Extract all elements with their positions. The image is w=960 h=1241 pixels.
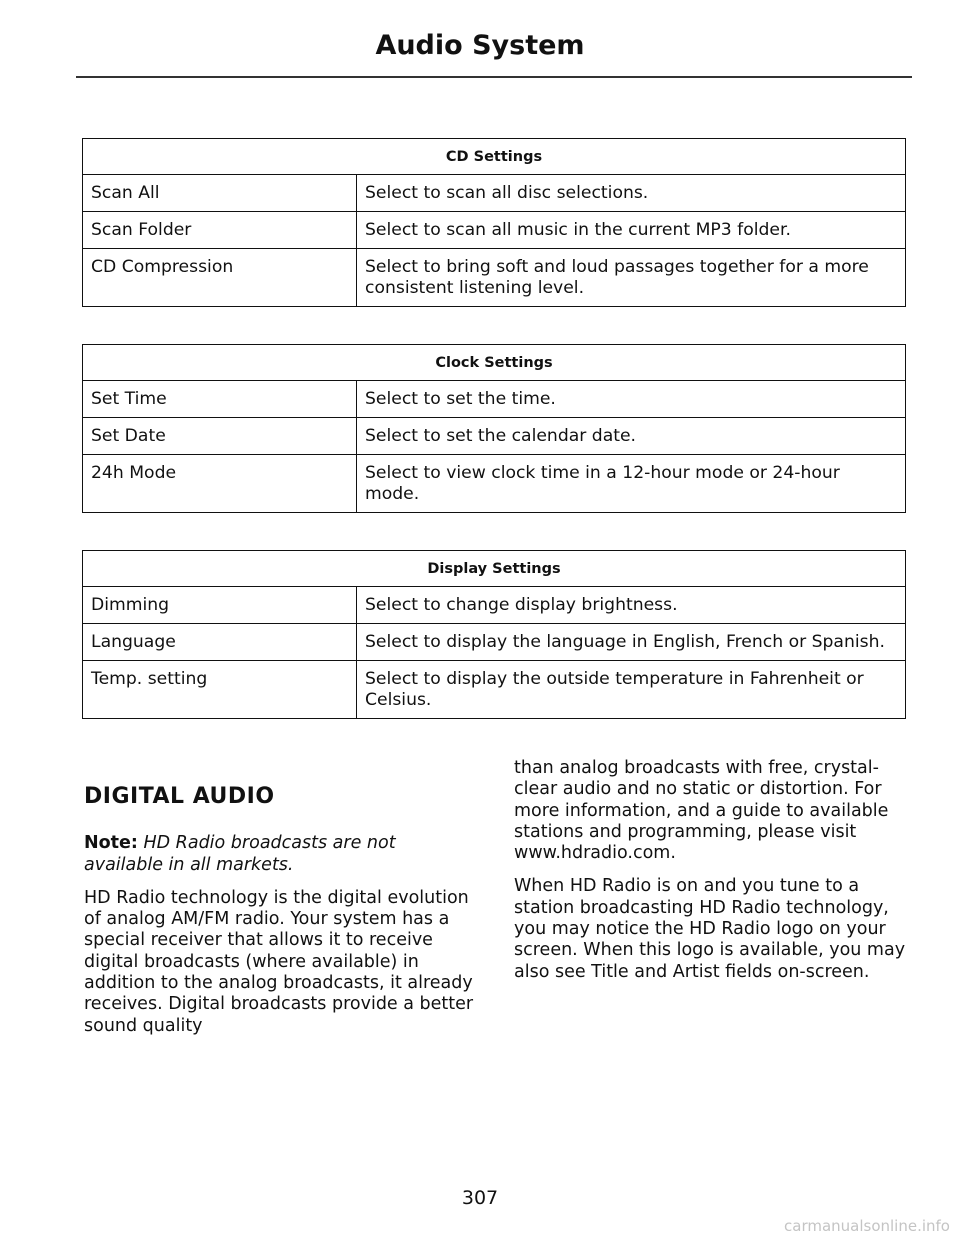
table-row	[83, 661, 906, 719]
table-title: Clock Settings	[83, 345, 906, 381]
watermark: carmanualsonline.info	[784, 1217, 950, 1235]
setting-name: Scan Folder	[83, 212, 357, 249]
setting-name: Language	[83, 624, 357, 661]
table-title: CD Settings	[83, 139, 906, 175]
table-title: Display Settings	[83, 551, 906, 587]
note-paragraph	[84, 833, 476, 876]
setting-name: CD Compression	[83, 249, 357, 307]
setting-description: Select to view clock time in a 12-hour mode or 24-hour mode.	[357, 455, 906, 513]
table-row	[83, 418, 906, 455]
table-row	[83, 624, 906, 661]
setting-description: Select to change display brightness.	[357, 587, 906, 624]
body-paragraph: than analog broadcasts with free, crystal-clear audio and no static or distortion. For more information, and a guide to available stations and programming, please visit www.hdradio.com.	[514, 758, 889, 864]
setting-description: Select to set the time.	[357, 381, 906, 418]
setting-name: Scan All	[83, 175, 357, 212]
note-text: HD Radio broadcasts are not available in all markets.	[84, 833, 396, 875]
setting-description: Select to display the language in English, French or Spanish.	[357, 624, 906, 661]
setting-name: Temp. setting	[83, 661, 357, 719]
setting-name: Dimming	[83, 587, 357, 624]
table-row	[83, 587, 906, 624]
display-settings-table	[82, 550, 906, 719]
page-number: 307	[461, 1187, 499, 1209]
setting-name: Set Date	[83, 418, 357, 455]
setting-name: Set Time	[83, 381, 357, 418]
table-row	[83, 249, 906, 307]
setting-description: Select to scan all disc selections.	[357, 175, 906, 212]
page-header-title: Audio System	[375, 30, 585, 61]
cd-settings-table	[82, 138, 906, 307]
section-heading: DIGITAL AUDIO	[84, 784, 275, 809]
clock-settings-table	[82, 344, 906, 513]
setting-description: Select to set the calendar date.	[357, 418, 906, 455]
setting-name: 24h Mode	[83, 455, 357, 513]
note-label: Note:	[84, 833, 138, 854]
body-paragraph: HD Radio technology is the digital evolution of analog AM/FM radio. Your system has a special receiver that allows it to receive digital broadcasts (where available) in addition to the analog broadcasts, it already receives. Digital broadcasts provide a better sound quality	[84, 887, 474, 1036]
table-row	[83, 212, 906, 249]
body-paragraph: When HD Radio is on and you tune to a station broadcasting HD Radio technology, you may notice the HD Radio logo on your screen. When this logo is available, you may also see Title and Artist fields on-screen.	[514, 876, 906, 982]
setting-description: Select to scan all music in the current MP3 folder.	[357, 212, 906, 249]
digital-audio-left-column	[84, 786, 476, 1049]
table-row	[83, 381, 906, 418]
setting-description: Select to bring soft and loud passages together for a more consistent listening level.	[357, 249, 906, 307]
setting-description: Select to display the outside temperature in Fahrenheit or Celsius.	[357, 661, 906, 719]
table-row	[83, 175, 906, 212]
header-divider	[76, 76, 912, 78]
digital-audio-right-column	[514, 758, 914, 995]
table-row	[83, 455, 906, 513]
